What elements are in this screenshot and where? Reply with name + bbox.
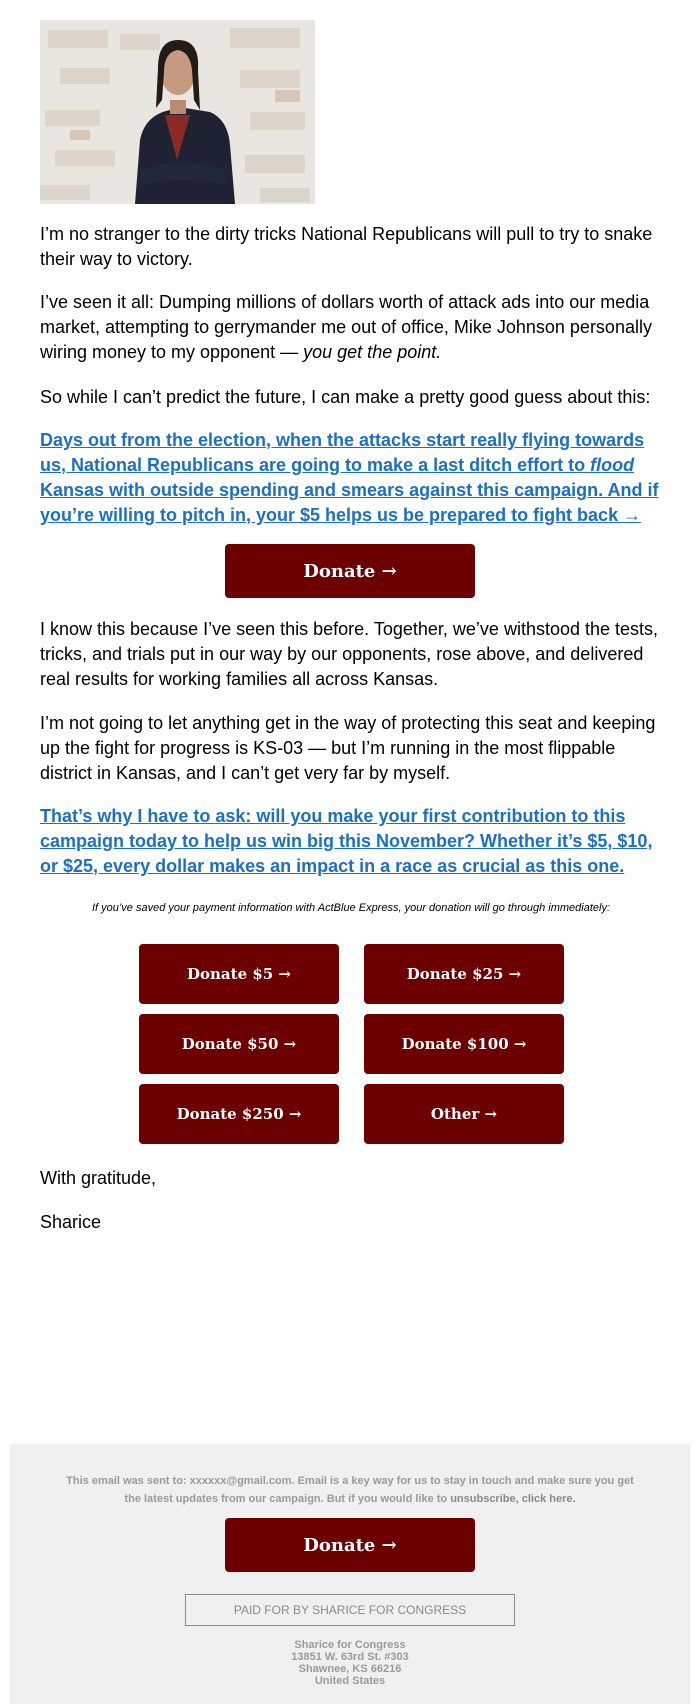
paid-for-box: PAID FOR BY SHARICE FOR CONGRESS xyxy=(185,1594,515,1626)
donate-25-button[interactable]: Donate $25 → xyxy=(364,944,564,1004)
footer-donate-button[interactable]: Donate → xyxy=(225,1518,475,1572)
paragraph-protecting-seat: I’m not going to let anything get in the way of protecting this seat and keeping up the fight for progress is KS-03 — but I’m running in the most flippable district in Kansas, and I can’t get very far by myself. xyxy=(40,713,656,783)
donate-link-flood-emphasis[interactable]: flood xyxy=(590,455,635,475)
paragraph-seen-it-all-emphasis: you get the point. xyxy=(303,342,442,362)
donate-link-flood-text1[interactable]: Days out from the election, when the attacks start really flying towards us, National Republicans are going to make a last ditch effort to xyxy=(40,430,645,475)
footer-email: xxxxxx@gmail.com xyxy=(189,1475,292,1487)
actblue-express-note: If you’ve saved your payment information with ActBlue Express, your donation will go through immediately: xyxy=(91,902,611,914)
paragraph-seen-it-all-text: I’ve seen it all: Dumping millions of dollars worth of attack ads into our media market, attempting to gerrymander me out of office, Mike Johnson personally wiring money to my opponent — xyxy=(40,292,652,362)
footer-sent-prefix: This email was sent to: xyxy=(66,1475,190,1487)
signature-text: Sharice xyxy=(40,1212,102,1232)
footer-address xyxy=(10,1639,690,1687)
donate-link-flood-text2[interactable]: Kansas with outside spending and smears against this campaign. And if you’re willing to pitch in, your $5 helps us be prepared to fight back → xyxy=(40,480,659,525)
donate-link-flood[interactable] xyxy=(40,428,662,528)
closing-text: With gratitude, xyxy=(40,1168,157,1188)
candidate-photo xyxy=(40,20,315,204)
paragraph-seen-before: I know this because I’ve seen this before. Together, we’ve withstood the tests, tricks, and trials put in our way by our opponents, rose above, and delivered real results for working families all across Kansas. xyxy=(40,619,659,689)
address-line: Sharice for Congress xyxy=(294,1639,406,1651)
footer xyxy=(10,1444,690,1704)
donate-link-first-contribution[interactable]: That’s why I have to ask: will you make your first contribution to this campaign today to help us win big this November? Whether it’s $5, $10, or $25, every dollar makes an impact in a race as crucial as this one. xyxy=(40,806,653,876)
address-line: Shawnee, KS 66216 xyxy=(298,1663,402,1675)
donate-250-button[interactable]: Donate $250 → xyxy=(139,1084,339,1144)
donate-50-button[interactable]: Donate $50 → xyxy=(139,1014,339,1074)
donate-other-button[interactable]: Other → xyxy=(364,1084,564,1144)
donate-button[interactable]: Donate → xyxy=(225,544,475,598)
donate-100-button[interactable]: Donate $100 → xyxy=(364,1014,564,1074)
paragraph-seen-it-all xyxy=(40,290,662,365)
unsubscribe-link[interactable]: unsubscribe, click here. xyxy=(450,1493,576,1505)
paragraph-prediction: So while I can’t predict the future, I can make a pretty good guess about this: xyxy=(40,387,651,407)
footer-sent-to-text xyxy=(60,1472,640,1508)
address-line: United States xyxy=(314,1675,386,1687)
address-line: 13851 W. 63rd St. #303 xyxy=(291,1651,409,1663)
footer-sent-suffix: . Email is a key way for us to stay in touch and make sure you get the latest updates from our campaign. But if you would like to xyxy=(124,1475,634,1505)
paragraph-intro: I’m no stranger to the dirty tricks National Republicans will pull to try to snake their way to victory. xyxy=(40,224,653,269)
donate-5-button[interactable]: Donate $5 → xyxy=(139,944,339,1004)
